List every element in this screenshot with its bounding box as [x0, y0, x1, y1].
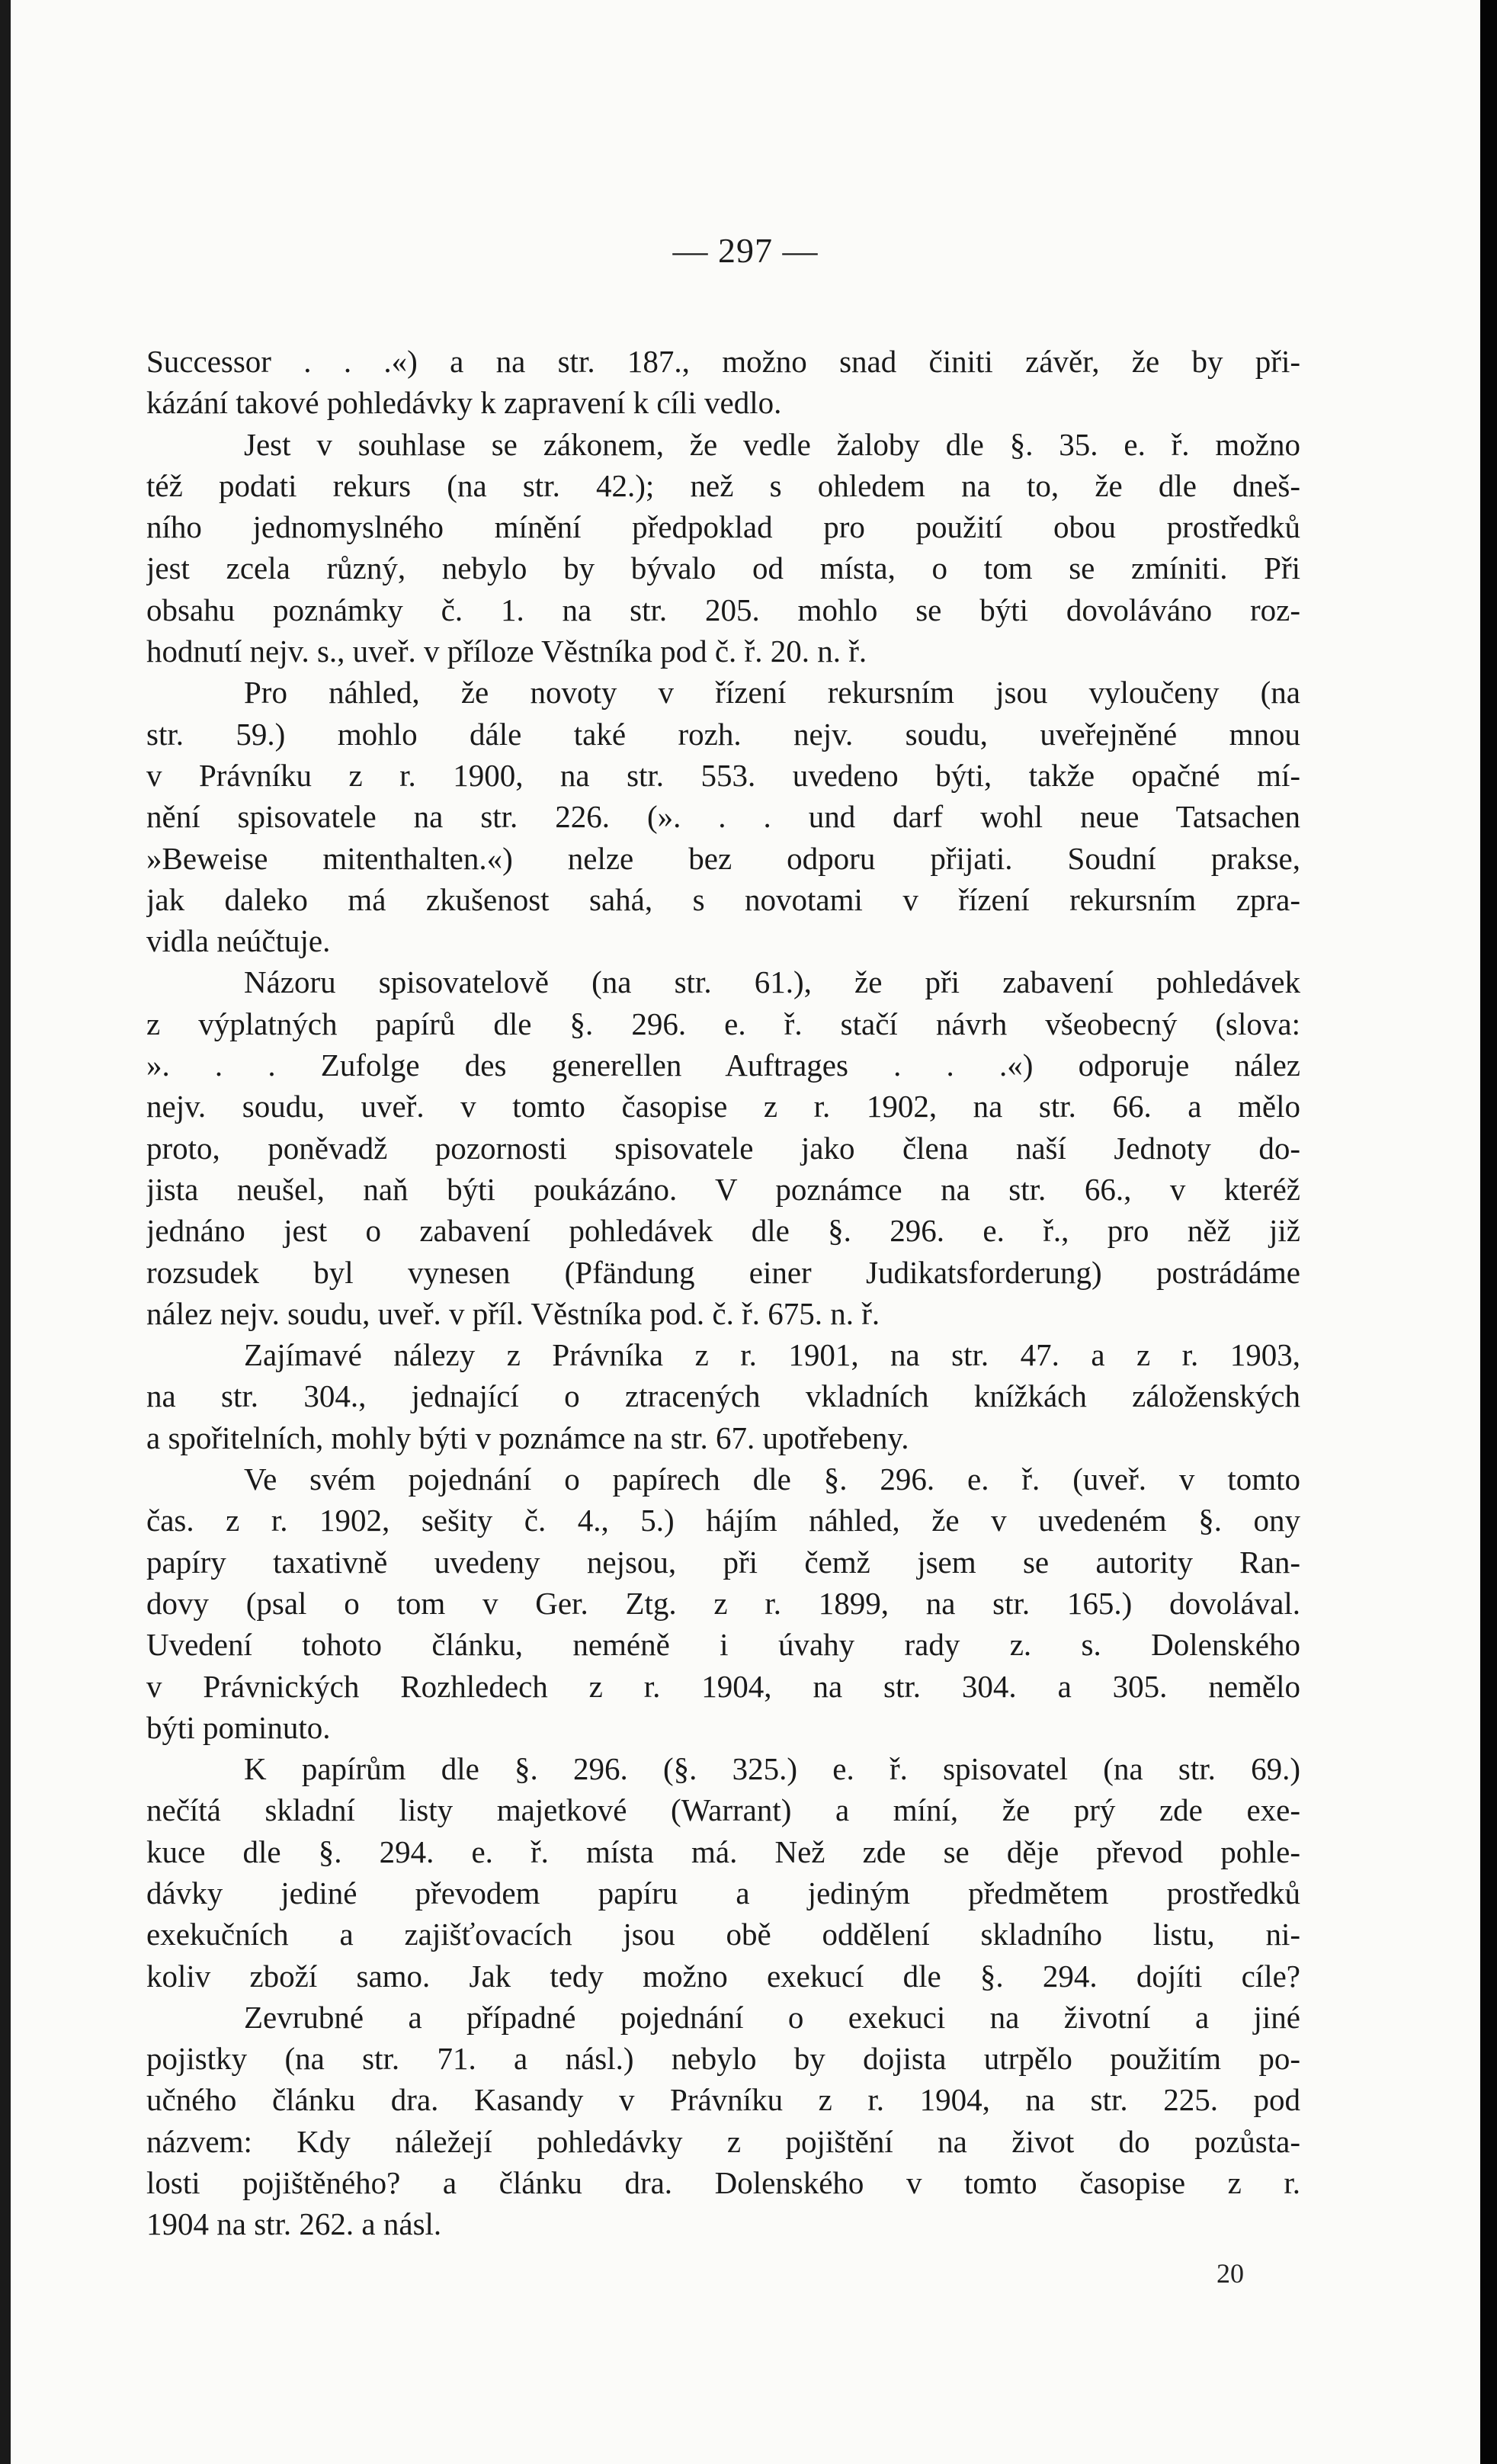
text-line: K papírům dle §. 296. (§. 325.) e. ř. spisovatel (na str. 69.) [244, 1751, 1300, 1787]
text-line: v Právnických Rozhledech z r. 1904, na str. 304. a 305. nemělo [146, 1668, 1300, 1704]
text-line: nění spisovatele na str. 226. (». . . und darf wohl neue Tatsachen [146, 799, 1300, 835]
text-line: Pro náhled, že novoty v řízení rekursním jsou vyloučeny (na [244, 675, 1300, 711]
text-line: Ve svém pojednání o papírech dle §. 296. e. ř. (uveř. v tomto [244, 1461, 1300, 1497]
text-line: pojistky (na str. 71. a násl.) nebylo by dojista utrpělo použitím po- [146, 2041, 1300, 2077]
text-line: ». . . Zufolge des generellen Auftrages . . .«) odporuje nález [146, 1048, 1300, 1083]
text-line: čas. z r. 1902, sešity č. 4., 5.) hájím náhled, že v uvedeném §. ony [146, 1503, 1300, 1538]
text-line: Názoru spisovatelově (na str. 61.), že při zabavení pohledávek [244, 964, 1300, 1000]
text-line: a spořitelních, mohly býti v poznámce na str. 67. upotřebeny. [146, 1420, 909, 1455]
text-line: na str. 304., jednající o ztracených vkladních knížkách záloženských [146, 1378, 1300, 1414]
text-line: papíry taxativně uvedeny nejsou, při čemž jsem se autority Ran- [146, 1544, 1300, 1580]
text-line: jednáno jest o zabavení pohledávek dle §. 296. e. ř., pro něž již [146, 1213, 1300, 1249]
right-page-edge [1480, 0, 1497, 2464]
text-line: losti pojištěného? a článku dra. Dolenského v tomto časopise z r. [146, 2165, 1300, 2201]
text-line: hodnutí nejv. s., uveř. v příloze Věstníka pod č. ř. 20. n. ř. [146, 634, 867, 669]
text-line: z výplatných papírů dle §. 296. e. ř. stačí návrh všeobecný (slova: [146, 1006, 1300, 1041]
left-page-edge [0, 0, 11, 2464]
text-line: jak daleko má zkušenost sahá, s novotami v řízení rekursním zpra- [146, 881, 1300, 917]
page-number: — 297 — [672, 231, 819, 270]
text-line: jista neušel, naň býti poukázáno. V poznámce na str. 66., v kteréž [146, 1171, 1300, 1207]
text-line: str. 59.) mohlo dále také rozh. nejv. soudu, uveřejněné mnou [146, 716, 1300, 752]
text-line: býti pominuto. [146, 1709, 331, 1745]
text-line: též podati rekurs (na str. 42.); než s ohledem na to, že dle dneš- [146, 467, 1300, 503]
text-line: v Právníku z r. 1900, na str. 553. uvedeno býti, takže opačné mí- [146, 757, 1300, 793]
text-line: 1904 na str. 262. a násl. [146, 2206, 442, 2242]
text-line: »Beweise mitenthalten.«) nelze bez odporu přijati. Soudní prakse, [146, 840, 1300, 876]
text-line: Uvedení tohoto článku, neméně i úvahy rady z. s. Dolenského [146, 1627, 1300, 1663]
text-line: proto, poněvadž pozornosti spisovatele jako člena naší Jednoty do- [146, 1130, 1300, 1166]
text-line: exekučních a zajišťovacích jsou obě oddělení skladního listu, ni- [146, 1917, 1300, 1952]
text-line: nejv. soudu, uveř. v tomto časopise z r. 1902, na str. 66. a mělo [146, 1089, 1300, 1125]
text-line: ního jednomyslného mínění předpoklad pro použití obou prostředků [146, 509, 1300, 545]
signature-mark: 20 [1217, 2258, 1244, 2289]
text-line: dávky jediné převodem papíru a jediným předmětem prostředků [146, 1875, 1300, 1911]
text-line: učného článku dra. Kasandy v Právníku z r. 1904, na str. 225. pod [146, 2082, 1300, 2118]
text-line: kuce dle §. 294. e. ř. místa má. Než zde se děje převod pohle- [146, 1834, 1300, 1869]
text-line: nečítá skladní listy majetkové (Warrant) a míní, že prý zde exe- [146, 1792, 1300, 1828]
text-line: jest zcela různý, nebylo by bývalo od místa, o tom se zmíniti. Při [146, 550, 1300, 586]
text-line: Jest v souhlase se zákonem, že vedle žaloby dle §. 35. e. ř. možno [244, 426, 1300, 462]
text-line: Successor . . .«) a na str. 187., možno snad činiti závěr, že by při- [146, 344, 1300, 379]
text-line: Zevrubné a případné pojednání o exekuci na životní a jiné [244, 1999, 1300, 2035]
text-line: vidla neúčtuje. [146, 923, 331, 959]
text-line: obsahu poznámky č. 1. na str. 205. mohlo se býti dovoláváno roz- [146, 592, 1300, 627]
text-line: Zajímavé nálezy z Právníka z r. 1901, na str. 47. a z r. 1903, [244, 1337, 1300, 1373]
body-text [146, 341, 1300, 2245]
text-line: kázání takové pohledávky k zapravení k cíli vedlo. [146, 385, 782, 421]
text-line: rozsudek byl vynesen (Pfändung einer Judikatsforderung) postrádáme [146, 1254, 1300, 1290]
text-line: koliv zboží samo. Jak tedy možno exekucí dle §. 294. dojíti cíle? [146, 1958, 1300, 1994]
text-line: dovy (psal o tom v Ger. Ztg. z r. 1899, na str. 165.) dovolával. [146, 1585, 1300, 1621]
text-line: názvem: Kdy náležejí pohledávky z pojištění na život do pozůsta- [146, 2123, 1300, 2159]
text-line: nález nejv. soudu, uveř. v příl. Věstníka pod. č. ř. 675. n. ř. [146, 1295, 880, 1331]
book-page [11, 0, 1480, 2464]
